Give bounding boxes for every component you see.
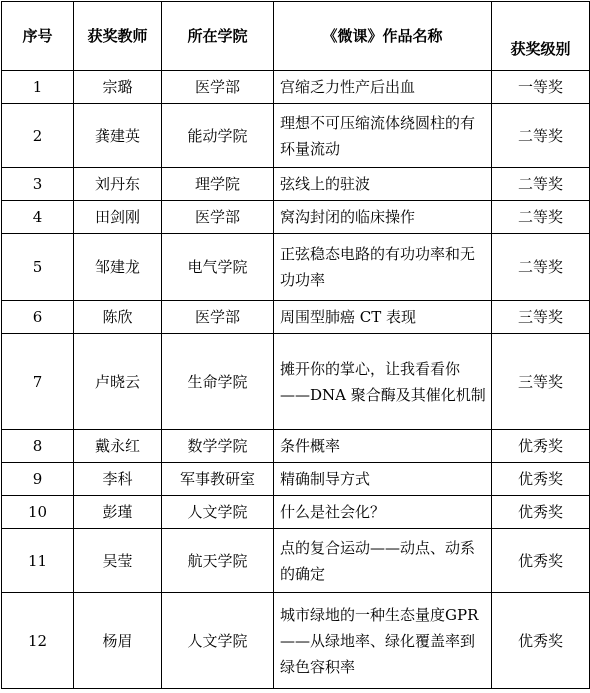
- cell-title: 点的复合运动——动点、动系的确定: [274, 529, 492, 593]
- cell-teacher: 彭瑾: [74, 496, 162, 529]
- cell-teacher: 卢晓云: [74, 334, 162, 430]
- cell-college: 军事教研室: [162, 463, 274, 496]
- cell-no: 5: [2, 234, 74, 301]
- cell-title: 什么是社会化？: [274, 496, 492, 529]
- header-title: 《微课》作品名称: [274, 2, 492, 71]
- table-row: [2, 430, 590, 463]
- cell-level: 一等奖: [492, 71, 590, 104]
- cell-title: 弦线上的驻波: [274, 168, 492, 201]
- cell-teacher: 戴永红: [74, 430, 162, 463]
- table-row: [2, 71, 590, 104]
- cell-level: 优秀奖: [492, 593, 590, 689]
- table-row: [2, 593, 590, 689]
- table-row: [2, 301, 590, 334]
- header-no: 序号: [2, 2, 74, 71]
- cell-college: 医学部: [162, 201, 274, 234]
- header-teacher: 获奖教师: [74, 2, 162, 71]
- cell-level: 优秀奖: [492, 496, 590, 529]
- cell-level: 优秀奖: [492, 529, 590, 593]
- cell-college: 人文学院: [162, 593, 274, 689]
- award-table: [1, 1, 590, 689]
- cell-level: 优秀奖: [492, 430, 590, 463]
- cell-level: 优秀奖: [492, 463, 590, 496]
- cell-no: 11: [2, 529, 74, 593]
- cell-no: 2: [2, 104, 74, 168]
- cell-no: 8: [2, 430, 74, 463]
- table-row: [2, 496, 590, 529]
- cell-title: 窝沟封闭的临床操作: [274, 201, 492, 234]
- cell-level: 三等奖: [492, 334, 590, 430]
- cell-teacher: 吴莹: [74, 529, 162, 593]
- cell-no: 10: [2, 496, 74, 529]
- cell-title: 城市绿地的一种生态量度GPR——从绿地率、绿化覆盖率到绿色容积率: [274, 593, 492, 689]
- cell-teacher: 邹建龙: [74, 234, 162, 301]
- cell-no: 1: [2, 71, 74, 104]
- cell-title: 正弦稳态电路的有功功率和无功功率: [274, 234, 492, 301]
- cell-level: 二等奖: [492, 201, 590, 234]
- table-row: [2, 234, 590, 301]
- cell-title: 宫缩乏力性产后出血: [274, 71, 492, 104]
- table-row: [2, 201, 590, 234]
- cell-level: 二等奖: [492, 234, 590, 301]
- cell-level: 二等奖: [492, 168, 590, 201]
- cell-level: 二等奖: [492, 104, 590, 168]
- cell-teacher: 陈欣: [74, 301, 162, 334]
- cell-teacher: 田剑刚: [74, 201, 162, 234]
- cell-college: 人文学院: [162, 496, 274, 529]
- table-row: [2, 168, 590, 201]
- cell-no: 6: [2, 301, 74, 334]
- cell-college: 航天学院: [162, 529, 274, 593]
- cell-teacher: 李科: [74, 463, 162, 496]
- cell-college: 医学部: [162, 71, 274, 104]
- cell-no: 9: [2, 463, 74, 496]
- cell-teacher: 龚建英: [74, 104, 162, 168]
- cell-title: 精确制导方式: [274, 463, 492, 496]
- header-level: 获奖级别: [492, 2, 590, 71]
- table-row: [2, 334, 590, 430]
- table-row: [2, 104, 590, 168]
- cell-no: 3: [2, 168, 74, 201]
- cell-title: 摊开你的掌心，让我看看你——DNA 聚合酶及其催化机制: [274, 334, 492, 430]
- cell-college: 理学院: [162, 168, 274, 201]
- header-college: 所在学院: [162, 2, 274, 71]
- cell-title: 周围型肺癌 CT 表现: [274, 301, 492, 334]
- cell-no: 7: [2, 334, 74, 430]
- cell-college: 电气学院: [162, 234, 274, 301]
- cell-title: 条件概率: [274, 430, 492, 463]
- cell-title: 理想不可压缩流体绕圆柱的有环量流动: [274, 104, 492, 168]
- table-row: [2, 463, 590, 496]
- cell-college: 生命学院: [162, 334, 274, 430]
- cell-college: 能动学院: [162, 104, 274, 168]
- header-row: [2, 2, 590, 71]
- cell-college: 数学学院: [162, 430, 274, 463]
- cell-college: 医学部: [162, 301, 274, 334]
- cell-teacher: 杨眉: [74, 593, 162, 689]
- cell-no: 12: [2, 593, 74, 689]
- table-row: [2, 529, 590, 593]
- cell-teacher: 宗璐: [74, 71, 162, 104]
- cell-no: 4: [2, 201, 74, 234]
- cell-teacher: 刘丹东: [74, 168, 162, 201]
- cell-level: 三等奖: [492, 301, 590, 334]
